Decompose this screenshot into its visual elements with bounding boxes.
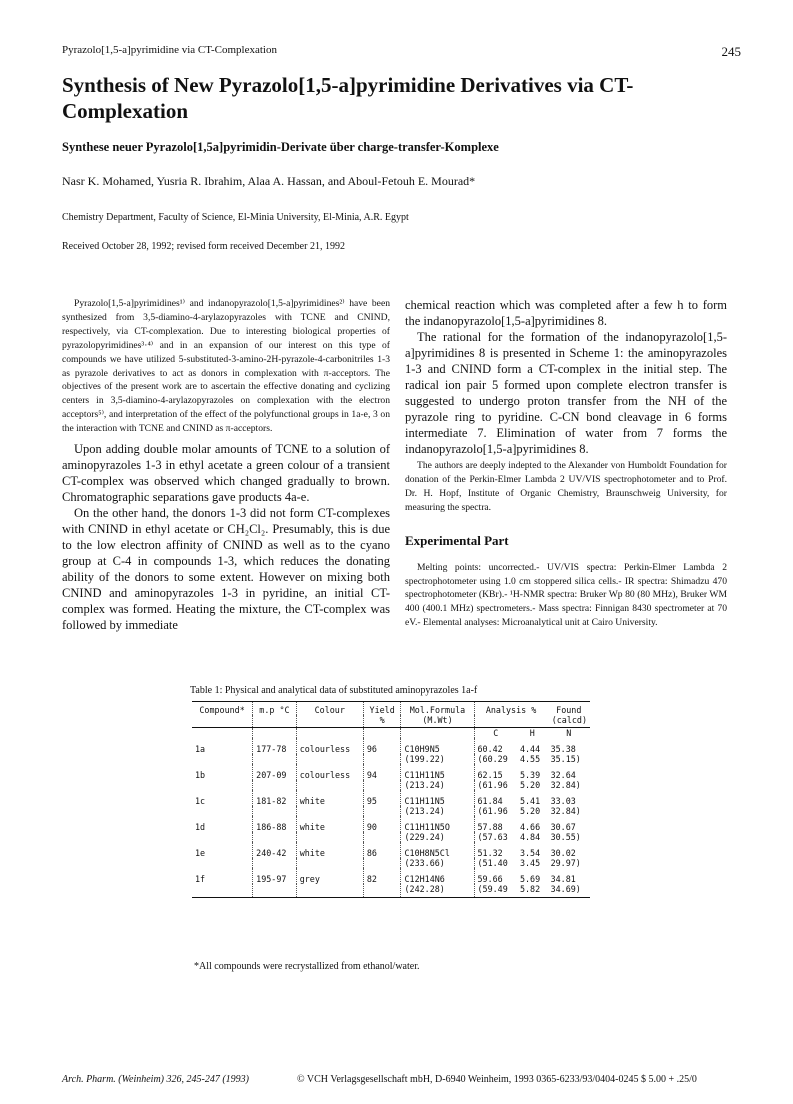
table-footnote: *All compounds were recrystallized from ethanol/water. [194, 961, 420, 972]
empty-cell [363, 858, 401, 868]
empty-cell [296, 884, 363, 898]
empty-cell [192, 884, 253, 898]
empty-cell [296, 754, 363, 764]
experimental-text: Melting points: uncorrected.- UV/VIS spectra: Perkin-Elmer Lambda 2 spectrophotometer using 1.0 cm stoppered silica cells.- IR spectra: Shimadzu 470 spectrophotometer (KBr).- ¹H-NMR spectra: Bruker Wp 80 (80 MHz), Bruker WM 400 (400.1 MHz) spectrometers.- Mass spectra: Finnigan 8430 spectrometer at 70 eV.- Elemental analyses: Microanalytical unit at Cairo University. [405, 561, 727, 629]
publisher-line: © VCH Verlagsgesellschaft mbH, D-6940 Weinheim, 1993 0365-6233/93/0404-0245 $ 5.00 + .25/0 [297, 1074, 697, 1085]
journal-citation [62, 1074, 249, 1085]
col-colour: Colour [296, 702, 363, 716]
formula-cell: C11H11N5 [401, 790, 474, 806]
empty-cell [363, 806, 401, 816]
table-header-row [192, 702, 590, 716]
compound-cell: 1e [195, 848, 206, 858]
abstract: Pyrazolo[1,5-a]pyrimidines¹⁾ and indanopyrazolo[1,5-a]pyrimidines²⁾ have been synthesized from 3,5-diamino-4-arylazopyrazoles with TCNE and CNIND, respectively, via CT-complexation. Due to interesting biological properties of pyrazolopyrimidines³·⁴⁾ and in an expansion of our interest on this type of compounds we have utilized 5-substituted-3-amino-2H-pyrazole-4-carbonitriles 1-3 as pyrazole derivatives to act as donors in complexation with π-acceptors. The objectives of the present work are to ascertain the effective donating and cyclizing centers in 3,5-diamino-4-arylazopyrazoles on complexation with the electron acceptors⁵⁾, and interpretation of the effect of the polyfunctional groups in 1a-e, 3 on the interaction with TCNE and CNIND as π-acceptors. [62, 298, 390, 435]
found-h-cell: 5.41 [519, 796, 541, 806]
table-caption: Table 1: Physical and analytical data of substituted aminopyrazoles 1a-f [190, 685, 478, 696]
table-header-row [192, 715, 590, 728]
calcd-n-cell: 30.55) [550, 832, 581, 842]
table-row [192, 842, 590, 858]
calcd-h-cell: 5.82 [517, 884, 548, 898]
empty-cell [192, 832, 253, 842]
col-c: C [474, 728, 517, 739]
table-header-row [192, 728, 590, 739]
empty-cell [192, 754, 253, 764]
yield-cell: 95 [363, 790, 401, 806]
found-n-cell: 32.64 [550, 770, 576, 780]
found-h-cell: 3.54 [519, 848, 541, 858]
col-yield-unit: % [363, 715, 401, 728]
col-n: N [566, 728, 572, 738]
colour-cell: white [296, 790, 363, 806]
table-row [192, 738, 590, 754]
empty-cell [296, 806, 363, 816]
compound-cell: 1c [195, 796, 206, 806]
table-body [192, 738, 590, 898]
yield-cell: 94 [363, 764, 401, 780]
col-formula: Mol.Formula [401, 702, 474, 716]
colour-cell: grey [296, 868, 363, 884]
yield-cell: 90 [363, 816, 401, 832]
calcd-h-cell: 4.84 [519, 832, 541, 842]
compound-cell: 1f [195, 874, 206, 884]
empty-cell [253, 884, 297, 898]
table-row [192, 884, 590, 898]
yield-cell: 86 [363, 842, 401, 858]
empty-cell [296, 832, 363, 842]
compound-cell: 1d [195, 822, 206, 832]
calcd-h-cell: 4.55 [519, 754, 541, 764]
colour-cell: white [296, 842, 363, 858]
calcd-c-cell: (51.40 [474, 858, 517, 868]
affiliation: Chemistry Department, Faculty of Science, El-Minia University, El-Minia, A.R. Egypt [62, 212, 409, 223]
colour-cell: colourless [296, 764, 363, 780]
empty-cell [363, 754, 401, 764]
author-list: Nasr K. Mohamed, Yusria R. Ibrahim, Alaa A. Hassan, and Aboul-Fetouh E. Mourad* [62, 174, 476, 188]
formula-cell: C11H11N5O [401, 816, 474, 832]
calcd-n-cell: 35.15) [550, 754, 581, 764]
found-c-cell: 59.66 [474, 868, 517, 884]
empty-cell [253, 858, 297, 868]
mp-cell: 181-82 [253, 790, 297, 806]
acknowledgement: The authors are deeply indepted to the Alexander von Humboldt Foundation for donation of the Perkin-Elmer Lambda 2 UV/VIS spectrophotometer and to Prof. Dr. H. Hopf, Institute of Organic Chemistry, Braunschweig University, for measuring the spectra. [405, 460, 727, 513]
calcd-n-cell: 32.84) [550, 780, 581, 790]
calcd-c-cell: (59.49 [474, 884, 517, 898]
empty-cell [296, 858, 363, 868]
mw-cell: (213.24) [401, 780, 474, 790]
calcd-n-cell: 34.69) [548, 884, 590, 898]
found-h-cell: 4.44 [519, 744, 541, 754]
page-number: 245 [721, 44, 741, 59]
empty-cell [192, 806, 253, 816]
empty-cell [253, 832, 297, 842]
data-table [192, 701, 590, 898]
empty-cell [296, 780, 363, 790]
table-row [192, 780, 590, 790]
col-found: Found [548, 702, 590, 716]
found-h-cell: 5.39 [519, 770, 541, 780]
article-subtitle: Synthese neuer Pyrazolo[1,5a]pyrimidin-Derivate über charge-transfer-Komplexe [62, 140, 499, 154]
mw-cell: (213.24) [401, 806, 474, 816]
body-paragraph: chemical reaction which was completed after a few h to form the indanopyrazolo[1,5-a]pyrimidines 8. [405, 298, 727, 328]
compound-cell: 1a [195, 744, 206, 754]
found-n-cell: 34.81 [550, 874, 576, 884]
col-mw: (M.Wt) [401, 715, 474, 728]
yield-cell: 96 [363, 738, 401, 754]
yield-cell: 82 [363, 868, 401, 884]
running-head: Pyrazolo[1,5-a]pyrimidine via CT-Complexation [62, 44, 277, 56]
calcd-c-cell: (61.96 [474, 806, 517, 816]
found-c-cell: 60.42 [474, 738, 517, 754]
journal-name: Arch. Pharm. (Weinheim) 326, 245-247 (1993) [62, 1074, 250, 1085]
formula-cell: C10H9N5 [401, 738, 474, 754]
section-heading: Experimental Part [405, 532, 509, 548]
col-yield: Yield [363, 702, 401, 716]
empty-cell [253, 780, 297, 790]
mw-cell: (199.22) [401, 754, 474, 764]
found-n-cell: 33.03 [550, 796, 576, 806]
found-c-cell: 62.15 [474, 764, 517, 780]
calcd-c-cell: (61.96 [474, 780, 517, 790]
empty-cell [363, 884, 401, 898]
body-paragraph: The rational for the formation of the indanopyrazolo[1,5-a]pyrimidines 8 is presented in Scheme 1: the aminopyrazoles 1-3 and CNIND form a CT-complex in the initial step. The radical ion pair 5 formed upon complete electron transfer is suggested to undergo proton transfer from the NH of the pyrazole ring to pyridine. C-CN bond cleavage in 6 forms intermediate 7. Elimination of water from 7 forms the indanopyrazolo[1,5-a]pyrimidines 8. [405, 330, 727, 456]
formula-cell: C10H8N5Cl [401, 842, 474, 858]
colour-cell: white [296, 816, 363, 832]
article-title: Synthesis of New Pyrazolo[1,5-a]pyrimidine Derivatives via CT-Complexation [62, 73, 634, 123]
calcd-h-cell: 5.20 [519, 806, 541, 816]
mp-cell: 240-42 [253, 842, 297, 858]
mw-cell: (229.24) [401, 832, 474, 842]
calcd-c-cell: (57.63 [474, 832, 517, 842]
found-c-cell: 61.84 [474, 790, 517, 806]
table-row [192, 816, 590, 832]
body-paragraph: Upon adding double molar amounts of TCNE to a solution of aminopyrazoles 1-3 in ethyl acetate a green colour of a transient CT-complex was observed which changed gradually to brown. Chromatographic separations gave products 4a-e. [62, 442, 390, 505]
mp-cell: 195-97 [253, 868, 297, 884]
empty-cell [253, 806, 297, 816]
col-compound: Compound* [192, 702, 253, 716]
colour-cell: colourless [296, 738, 363, 754]
formula-cell: C11H11N5 [401, 764, 474, 780]
table-row [192, 764, 590, 780]
table-row [192, 832, 590, 842]
body-paragraph: On the other hand, the donors 1-3 did not form CT-complexes with CNIND in ethyl acetate or CH₂Cl₂. Presumably, this is due to the low electron affinity of CNIND as well as to the cyano group at C-4 in compounds 1-3, which reduces the donating ability of the donors to some extent. However on mixing both CNIND and aminopyrazoles 1-3 in pyridine, an initial CT-complex was formed. Heating the mixture, the CT-complex was followed by immediate [62, 506, 390, 633]
col-h: H [529, 728, 535, 738]
mw-cell: (242.28) [401, 884, 474, 898]
found-h-cell: 5.69 [519, 874, 541, 884]
table-row [192, 790, 590, 806]
empty-cell [253, 754, 297, 764]
calcd-n-cell: 32.84) [550, 806, 581, 816]
mw-cell: (233.66) [401, 858, 474, 868]
col-calcd: (calcd) [474, 715, 590, 728]
mp-cell: 207-09 [253, 764, 297, 780]
calcd-h-cell: 3.45 [519, 858, 541, 868]
calcd-h-cell: 5.20 [519, 780, 541, 790]
col-analysis: Analysis % [474, 702, 548, 716]
received-date: Received October 28, 1992; revised form received December 21, 1992 [62, 241, 345, 252]
col-mp: m.p °C [253, 702, 297, 716]
empty-cell [363, 780, 401, 790]
left-column [62, 297, 390, 633]
table-row [192, 806, 590, 816]
table-row [192, 868, 590, 884]
found-n-cell: 30.67 [550, 822, 576, 832]
found-c-cell: 57.88 [474, 816, 517, 832]
empty-cell [192, 780, 253, 790]
table-row [192, 754, 590, 764]
table-row [192, 858, 590, 868]
found-c-cell: 51.32 [474, 842, 517, 858]
calcd-c-cell: (60.29 [474, 754, 517, 764]
empty-cell [192, 858, 253, 868]
mp-cell: 186-88 [253, 816, 297, 832]
calcd-n-cell: 29.97) [550, 858, 581, 868]
empty-cell [363, 832, 401, 842]
right-column [405, 297, 727, 630]
found-n-cell: 30.02 [550, 848, 576, 858]
compound-cell: 1b [195, 770, 206, 780]
found-h-cell: 4.66 [519, 822, 541, 832]
found-n-cell: 35.38 [550, 744, 576, 754]
formula-cell: C12H14N6 [401, 868, 474, 884]
mp-cell: 177-78 [253, 738, 297, 754]
